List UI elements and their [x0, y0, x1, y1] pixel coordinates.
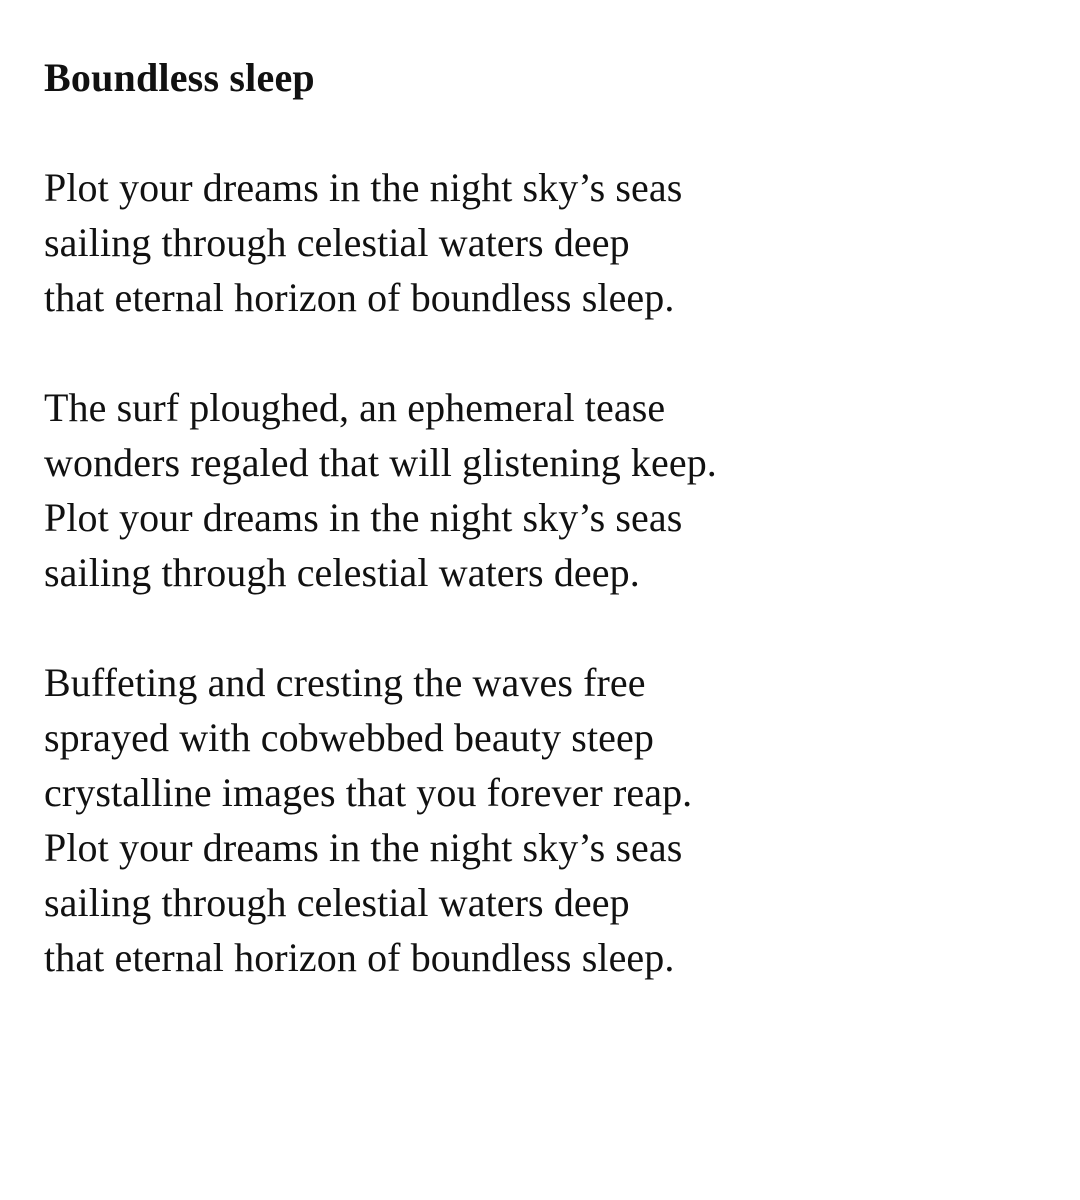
- stanza-2: [44, 380, 1044, 600]
- stanza-1: [44, 160, 1044, 325]
- poem-line: crystalline images that you forever reap.: [44, 770, 693, 815]
- poem-title: Boundless sleep: [44, 55, 315, 100]
- poem-line: sprayed with cobwebbed beauty steep: [44, 715, 654, 760]
- poem-line: Plot your dreams in the night sky’s seas: [44, 165, 683, 210]
- poem-line: The surf ploughed, an ephemeral tease: [44, 385, 666, 430]
- poem-line: Plot your dreams in the night sky’s seas: [44, 495, 683, 540]
- poem-line: Buffeting and cresting the waves free: [44, 660, 646, 705]
- poem: [44, 50, 1044, 1040]
- poem-line: sailing through celestial waters deep: [44, 880, 630, 925]
- stanza-3: [44, 655, 1044, 985]
- poem-line: wonders regaled that will glistening keep.: [44, 440, 717, 485]
- poem-line: sailing through celestial waters deep.: [44, 550, 640, 595]
- poem-line: sailing through celestial waters deep: [44, 220, 630, 265]
- poem-line: Plot your dreams in the night sky’s seas: [44, 825, 683, 870]
- poem-line: that eternal horizon of boundless sleep.: [44, 935, 675, 980]
- poem-line: that eternal horizon of boundless sleep.: [44, 275, 675, 320]
